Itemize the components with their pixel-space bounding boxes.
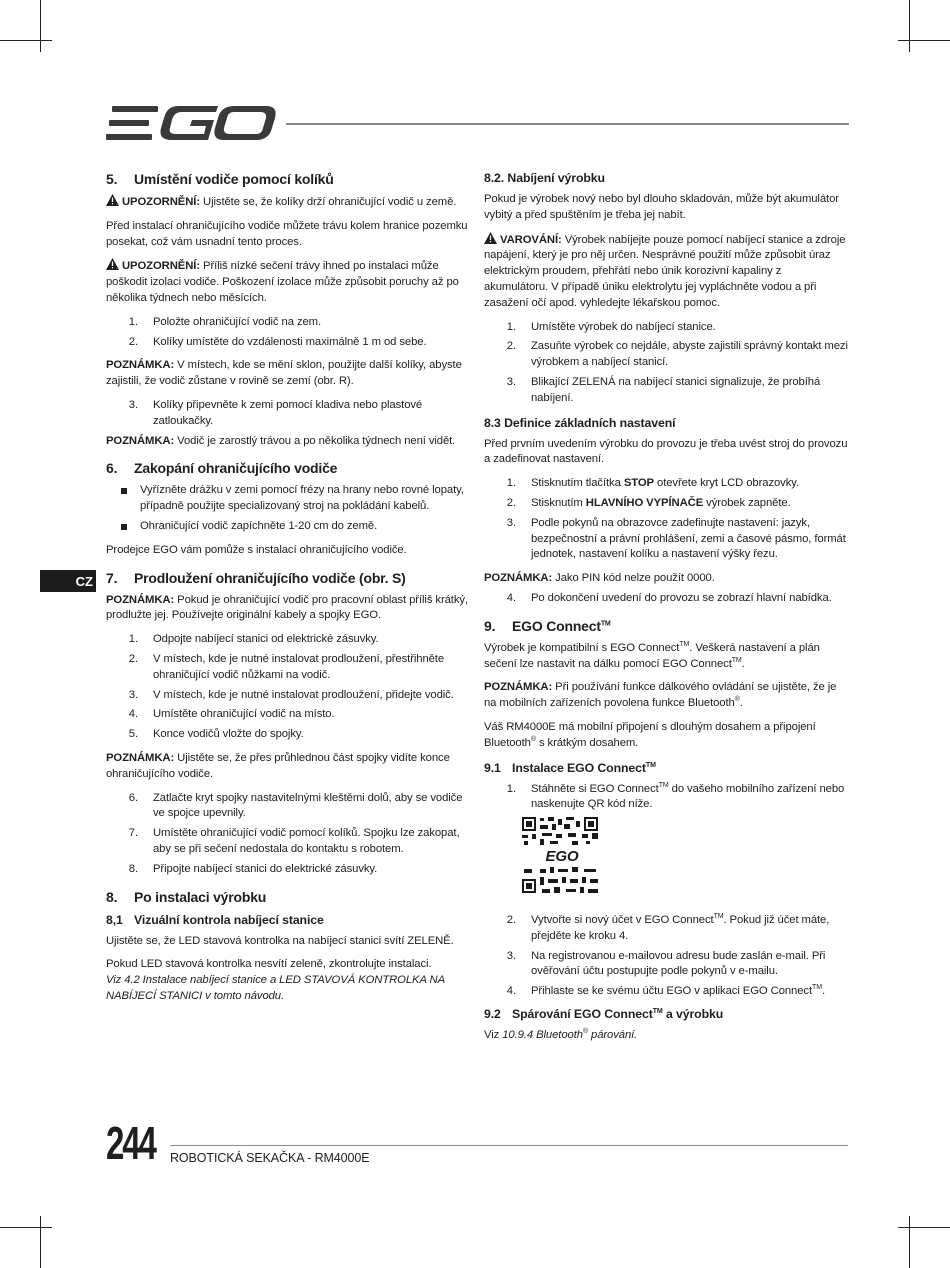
paragraph: Prodejce EGO vám pomůže s instalací ohraničujícího vodiče. (106, 543, 407, 556)
list-item: 3. V místech, kde je nutné instalovat prodloužení, přidejte vodič. (128, 688, 454, 701)
section-heading: 9. EGO Connect™ (484, 617, 611, 634)
list-item: 1. Stáhněte si EGO Connect™ do vašeho mobilního zařízení nebo naskenujte QR kód níže. (506, 781, 845, 811)
paragraph: Výrobek je kompatibilní s EGO Connect™. Veškerá nastavení a plán sečení lze nastavit na dálku pomocí EGO Connect™. (484, 640, 820, 670)
steps-list (484, 782, 848, 814)
steps-list (106, 791, 468, 878)
paragraph: Viz 10.9.4 Bluetooth® párování. (484, 1028, 638, 1041)
paragraph: Pokud LED stavová kontrolka nesvítí zeleně, zkontrolujte instalaci. Viz 4.2 Instalace nabíjecí stanice a LED STAVOVÁ KONTROLKA NA NABÍJECÍ STANICI v tomto návodu. (106, 958, 445, 1002)
qr-code[interactable] (522, 817, 602, 903)
note-paragraph: POZNÁMKA: Ujistěte se, že přes průhlednou část spojky vidíte konce ohraničujícího vodiče. (106, 751, 450, 780)
list-item: 2. Zasuňte výrobek co nejdále, abyste zajistili správný kontakt mezi výrobkem a nabíjecí stanicí. (506, 340, 848, 369)
list-item: 2. Vytvořte si nový účet v EGO Connect™. Pokud již účet máte, přejděte ke kroku 4. (506, 913, 830, 942)
warning-icon (106, 258, 119, 270)
subsection-heading: 9.2 Spárování EGO Connect™ a výrobku (484, 1006, 724, 1021)
crop-mark (898, 40, 950, 41)
list-item: Ohraničující vodič zapíchněte 1-20 cm do země. (106, 519, 468, 535)
crop-mark (0, 1227, 52, 1228)
subsection-heading: 8.2. Nabíjení výrobku (484, 171, 605, 185)
subsection-heading: 8,1 Vizuální kontrola nabíjecí stanice (106, 912, 324, 927)
subsection-heading: 8.3 Definice základních nastavení (484, 415, 676, 430)
left-column (106, 170, 468, 1013)
warning-icon (484, 232, 497, 244)
steps-list (106, 632, 468, 743)
section-heading: 6. Zakopání ohraničujícího vodiče (106, 460, 338, 477)
list-item: 1. Umístěte výrobek do nabíjecí stanice. (506, 320, 716, 333)
paragraph: Váš RM4000E má mobilní připojení s dlouhým dosahem a připojení Bluetooth® s krátkým dosahem. (484, 720, 816, 749)
warning-paragraph: VAROVÁNÍ: Výrobek nabíjejte pouze pomocí nabíjecí stanice a zdroje napájení, který je pro něj určen. Nesprávné použití může způsobit úraz elektrickým proudem, přehřátí nebo únik korozivní kapaliny z akumulátoru. V případě úniku elektrolytu jej vypláchněte vodou a při zasažení očí apod. vyhledejte lékařskou pomoc. (484, 233, 846, 309)
warning-paragraph: UPOZORNĚNÍ: Ujistěte se, že kolíky drží ohraničující vodič u země. (106, 194, 468, 211)
paragraph: Pokud je výrobek nový nebo byl dlouho skladován, může být akumulátor vybitý a před spuštěním je třeba jej nabít. (484, 193, 839, 221)
right-column (484, 170, 848, 1052)
list-item: 4. Přihlaste se ke svému účtu EGO v aplikaci EGO Connect™. (506, 984, 825, 998)
crop-mark (909, 1216, 910, 1268)
list-item: 3. Kolíky připevněte k zemi pomocí kladiva nebo plastové zatloukačky. (128, 398, 423, 427)
list-item: 4. Umístěte ohraničující vodič na místo. (128, 708, 335, 721)
paragraph: Před instalací ohraničujícího vodiče můžete trávu kolem hranice pozemku posekat, což vám usnadní tento proces. (106, 219, 468, 248)
list-item: 2. V místech, kde je nutné instalovat prodloužení, přestřihněte ohraničující vodič nůžkami na vodič. (128, 652, 445, 681)
crop-mark (909, 0, 910, 52)
crop-mark (0, 40, 52, 41)
warning-icon (106, 194, 119, 206)
steps-list (106, 315, 468, 351)
footer-rule (170, 1145, 848, 1146)
section-heading: 7. Prodloužení ohraničujícího vodiče (obr. S) (106, 569, 406, 586)
svg-text:EGO: EGO (545, 848, 579, 866)
language-tab: CZ (40, 570, 96, 592)
note-paragraph: POZNÁMKA: Pokud je ohraničující vodič pro pracovní oblast příliš krátký, prodlužte jej. Používejte originální kabely a spojky EGO. (106, 593, 468, 622)
note-paragraph: POZNÁMKA: Při používání funkce dálkového ovládání se ujistěte, že je na mobilních zařízeních povolena funkce Bluetooth®. (484, 681, 837, 710)
section-heading: 5. Umístění vodiče pomocí kolíků (106, 171, 334, 187)
footer-title: ROBOTICKÁ SEKAČKA - RM4000E (170, 1151, 370, 1165)
note-paragraph: POZNÁMKA: V místech, kde se mění sklon, použijte další kolíky, abyste zajistili, že vodič zůstane v rovině se zemí (obr. R). (106, 359, 462, 388)
list-item: 2. Stisknutím HLAVNÍHO VYPÍNAČE výrobek zapněte. (506, 496, 791, 509)
list-item: Vyřízněte drážku v zemi pomocí frézy na hrany nebo rovné lopaty, případně použijte specializovaný stroj na pokládání kabelů. (106, 483, 468, 515)
list-item: 1. Stisknutím tlačítka STOP otevřete kryt LCD obrazovky. (506, 477, 800, 490)
list-item: 4. Po dokončení uvedení do provozu se zobrazí hlavní nabídka. (506, 591, 832, 604)
paragraph: Před prvním uvedením výrobku do provozu je třeba uvést stroj do provozu a zadefinovat nastavení. (484, 437, 848, 466)
page-number: 244 (106, 1117, 155, 1169)
list-item: 3. Podle pokynů na obrazovce zadefinujte nastavení: jazyk, bezpečnostní a právní prohlášení, zemi a časové pásmo, formát jednotek, nastavení kolíku a nastavení výšky řezu. (506, 516, 846, 561)
header-rule (286, 123, 849, 125)
warning-paragraph: UPOZORNĚNÍ: Příliš nízké sečení trávy ihned po instalaci může poškodit izolaci vodiče. Poškození izolace může způsobit poruchy až po několika týdnech nebo měsících. (106, 260, 459, 304)
list-item: 1. Položte ohraničující vodič na zem. (128, 315, 322, 328)
section-heading: 8. Po instalaci výrobku (106, 888, 267, 905)
note-paragraph: POZNÁMKA: Vodič je zarostlý trávou a po několika týdnech není vidět. (106, 434, 456, 447)
list-item: 3. Na registrovanou e-mailovou adresu bude zaslán e-mail. Při ověřování účtu postupujte podle pokynů v e-mailu. (506, 949, 826, 978)
list-item: 1. Odpojte nabíjecí stanici od elektrické zásuvky. (128, 633, 379, 646)
steps-list (484, 591, 848, 607)
list-item: 7. Umístěte ohraničující vodič pomocí kolíků. Spojku lze zakopat, aby se při sečení nedostala do kontaktu s robotem. (128, 827, 460, 855)
list-item: 8. Připojte nabíjecí stanici do elektrické zásuvky. (128, 862, 378, 875)
steps-list (106, 398, 468, 430)
steps-list (484, 476, 848, 563)
bullet-list (106, 483, 468, 534)
subsection-heading: 9.1 Instalace EGO Connect™ (484, 760, 656, 775)
qr-code-image[interactable] (522, 817, 602, 897)
crop-mark (40, 0, 41, 52)
list-item: 5. Konce vodičů vložte do spojky. (128, 728, 304, 741)
list-item: 6. Zatlačte kryt spojky nastavitelnými kleštěmi dolů, aby se vodiče ve spojce upevnily. (128, 791, 463, 820)
ego-logo (106, 104, 276, 142)
steps-list (484, 320, 848, 407)
list-item: 2. Kolíky umístěte do vzdálenosti maximálně 1 m od sebe. (128, 335, 427, 348)
paragraph: Ujistěte se, že LED stavová kontrolka na nabíjecí stanici svítí ZELENĚ. (106, 934, 454, 947)
crop-mark (40, 1216, 41, 1268)
note-paragraph: POZNÁMKA: Jako PIN kód nelze použít 0000. (484, 572, 715, 585)
steps-list (484, 913, 848, 1000)
crop-mark (898, 1227, 950, 1228)
list-item: 3. Blikající ZELENÁ na nabíjecí stanici signalizuje, že probíhá nabíjení. (506, 375, 821, 404)
